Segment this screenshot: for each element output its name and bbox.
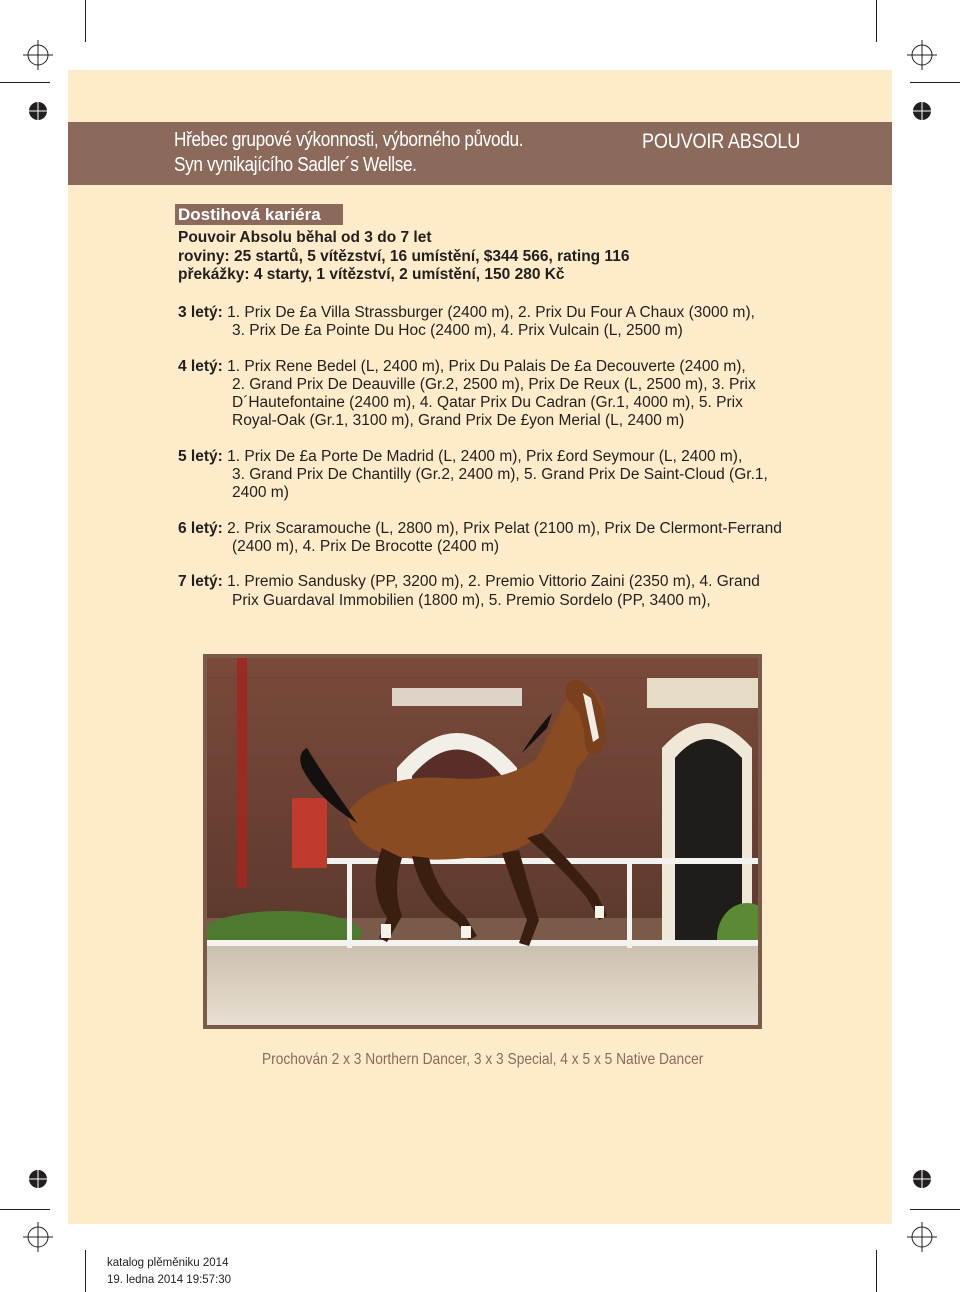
trim-line: [0, 82, 50, 83]
registration-mark-icon: [23, 40, 53, 70]
trim-line: [85, 1250, 86, 1292]
header-tagline: [174, 128, 523, 178]
year-block-7: [178, 573, 838, 610]
year-label: 4 letý:: [178, 357, 223, 375]
result-line: 1. Premio Sandusky (PP, 3200 m), 2. Premio Vittorio Zaini (2350 m), 4. Grand: [222, 573, 760, 591]
year-label: 7 letý:: [178, 573, 223, 591]
result-line: Royal-Oak (Gr.1, 3100 m), Grand Prix De £yon Merial (L, 2400 m): [232, 412, 685, 430]
career-summary: [178, 229, 629, 285]
year-block-5: [178, 448, 838, 503]
trim-line: [85, 0, 86, 42]
trim-line: [876, 1250, 877, 1292]
registration-mark-icon: [907, 1222, 937, 1252]
section-label: Dostihová kariéra: [175, 204, 343, 225]
tagline-line-2: Syn vynikajícího Sadler´s Wellse.: [174, 154, 417, 176]
registration-dot-icon: [27, 1168, 49, 1190]
summary-line: Pouvoir Absolu běhal od 3 do 7 let: [178, 229, 432, 246]
result-line: Prix Guardaval Immobilien (1800 m), 5. Premio Sordelo (PP, 3400 m),: [232, 591, 711, 609]
horse-photo: [203, 654, 762, 1029]
year-label: 5 letý:: [178, 447, 223, 465]
trim-line: [0, 1209, 50, 1210]
result-line: 3. Grand Prix De Chantilly (Gr.2, 2400 m), 5. Grand Prix De Saint-Cloud (Gr.1,: [232, 466, 768, 484]
registration-dot-icon: [27, 100, 49, 122]
result-line: (2400 m), 4. Prix De Brocotte (2400 m): [232, 537, 500, 555]
footer-line-2: 19. ledna 2014 19:57:30: [107, 1274, 232, 1286]
result-line: 2. Grand Prix De Deauville (Gr.2, 2500 m), Prix De Reux (L, 2500 m), 3. Prix: [232, 375, 756, 393]
print-footer: [107, 1255, 231, 1289]
year-label: 6 letý:: [178, 519, 223, 537]
registration-dot-icon: [911, 100, 933, 122]
summary-line: překážky: 4 starty, 1 vítězství, 2 umístění, 150 280 Kč: [178, 266, 565, 283]
result-line: 1. Prix De £a Villa Strassburger (2400 m), 2. Prix Du Four A Chaux (3000 m),: [222, 304, 755, 321]
footer-line-1: katalog plěměniku 2014: [107, 1257, 229, 1269]
result-line: 2400 m): [232, 484, 289, 502]
summary-line: roviny: 25 startů, 5 vítězství, 16 umístění, $344 566, rating 116: [178, 247, 630, 265]
registration-mark-icon: [907, 40, 937, 70]
year-block-3: [178, 304, 838, 341]
horse-photo-illustration: [207, 658, 758, 1025]
result-line: 1. Prix De £a Porte De Madrid (L, 2400 m), Prix £ord Seymour (L, 2400 m),: [222, 447, 743, 465]
result-line: 3. Prix De £a Pointe Du Hoc (2400 m), 4. Prix Vulcain (L, 2500 m): [232, 322, 683, 340]
result-line: 1. Prix Rene Bedel (L, 2400 m), Prix Du Palais De £a Decouverte (2400 m),: [222, 357, 746, 375]
trim-line: [910, 1209, 960, 1210]
race-results: [178, 304, 838, 627]
registration-dot-icon: [911, 1168, 933, 1190]
tagline-line-1: Hřebec grupové výkonnosti, výborného původu.: [174, 129, 524, 151]
trim-line: [876, 0, 877, 42]
horse-name: POUVOIR ABSOLU: [642, 130, 801, 153]
result-line: D´Hautefontaine (2400 m), 4. Qatar Prix Du Cadran (Gr.1, 4000 m), 5. Prix: [232, 394, 743, 412]
year-block-6: [178, 520, 838, 557]
registration-mark-icon: [23, 1222, 53, 1252]
year-label: 3 letý:: [178, 304, 223, 321]
trim-line: [910, 82, 960, 83]
pedigree-caption: Prochován 2 x 3 Northern Dancer, 3 x 3 Special, 4 x 5 x 5 Native Dancer: [262, 1051, 704, 1068]
year-block-4: [178, 358, 838, 431]
result-line: 2. Prix Scaramouche (L, 2800 m), Prix Pelat (2100 m), Prix De Clermont-Ferrand: [222, 519, 782, 537]
